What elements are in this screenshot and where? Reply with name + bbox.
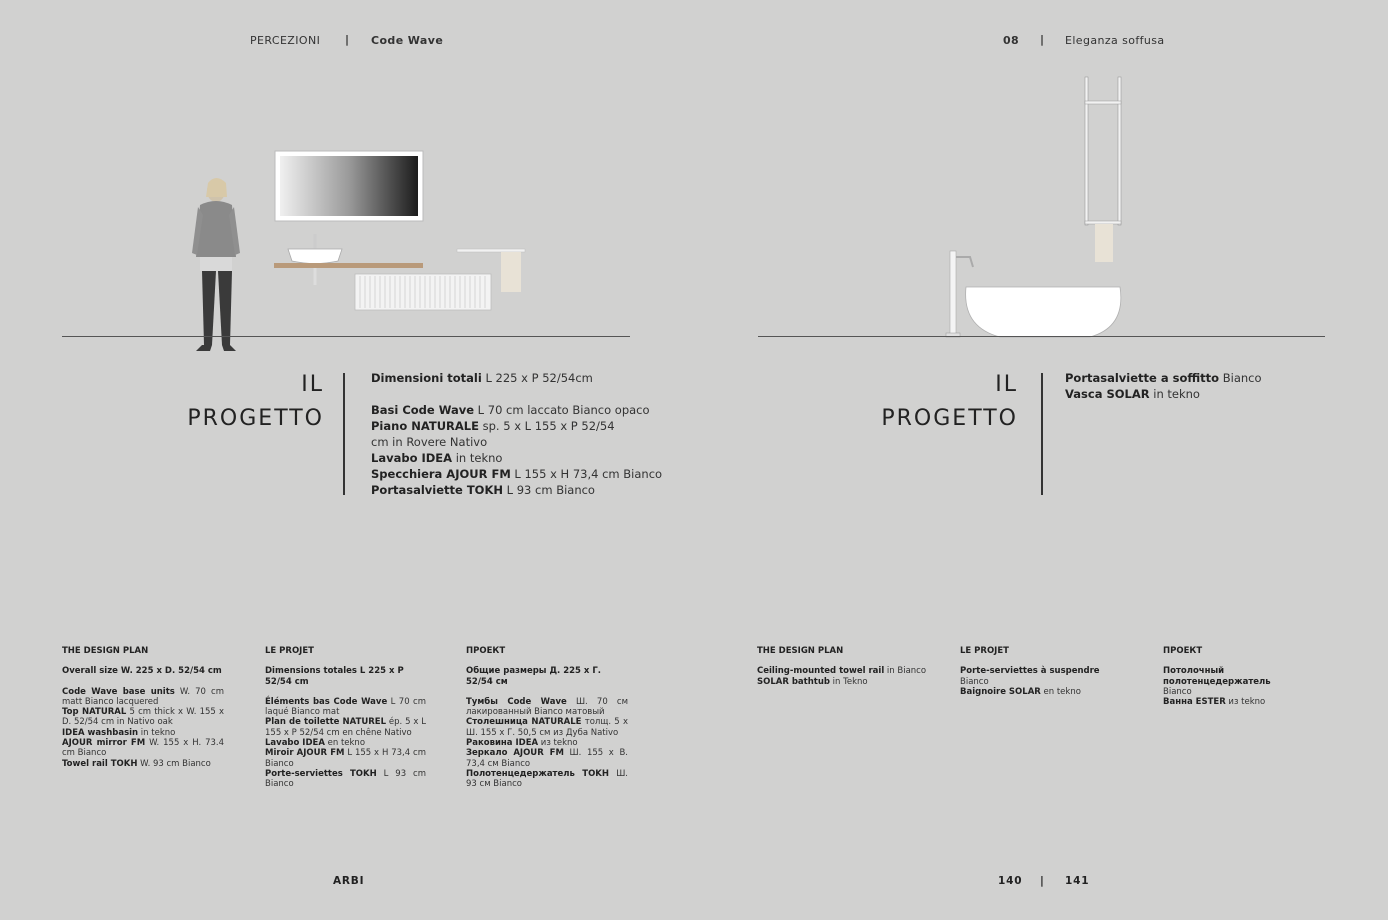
col-item: Lavabo IDEA en tekno [265,738,366,749]
translation-col-fr-right [960,646,1130,697]
footer-page-left: 140 [998,875,1023,887]
col-item: Полотенцедержатель TOKH Ш. 93 см Bianco [466,768,628,790]
title-line-2: PROGETTO [881,406,1018,431]
ceiling-towel-rail-drawing [1085,77,1121,262]
col-item: Baignoire SOLAR en tekno [960,686,1081,697]
col-item: Тумбы Code Wave Ш. 70 см лакированный Bianco матовый [466,696,628,718]
col-item: Раковина IDEA из tekno [466,738,578,749]
col-item-suffix: Bianco [1163,686,1192,697]
spec-item: Basi Code Wave L 70 cm laccato Bianco opaco [371,403,650,417]
header-right-separator: | [1040,33,1045,46]
spec-item: Specchiera AJOUR FM L 155 x H 73,4 cm Bianco [371,467,663,481]
col-heading: THE DESIGN PLAN [62,646,149,656]
footer-brand: ARBI [333,875,365,887]
translation-col-en-right [757,646,927,687]
footer-page-right: 141 [1065,875,1090,887]
header-collection-title: Code Wave [371,34,444,47]
spec-overall-size: Dimensioni totali L 225 x P 52/54cm [371,371,593,385]
spec-item: Portasalviette TOKH L 93 cm Bianco [371,483,595,497]
col-heading: THE DESIGN PLAN [757,646,844,656]
washbasin-drawing [288,249,342,264]
col-item: Towel rail TOKH W. 93 cm Bianco [62,758,211,769]
translation-col-ru-left [466,646,628,790]
col-item: SOLAR bathtub in Tekno [757,676,868,687]
col-item: Ванна ESTER из tekno [1163,697,1266,708]
floor-line-right [758,336,1325,337]
col-item: Столешница NATURALE толщ. 5 x Ш. 155 x Г. 50,5 см из Дуба Nativo [466,717,628,738]
col-item: IDEA washbasin in tekno [62,727,176,738]
bathroom-vanity-illustration [170,145,540,360]
col-overall-size: Dimensions totales L 225 x P 52/54 cm [265,666,404,687]
spec-item: Vasca SOLAR in tekno [1065,387,1200,401]
col-item: Miroir AJOUR FM L 155 x H 73,4 cm Bianco [265,748,426,769]
title-line-1: IL [995,372,1018,397]
translation-col-fr-left [265,646,426,790]
col-item: Plan de toilette NATUREL ép. 5 x L 155 x P 52/54 cm en chêne Nativo [265,717,427,738]
countertop-drawing [274,263,423,268]
col-item: Porte-serviettes à suspendre Bianco [960,666,1100,687]
bathtub-drawing [966,287,1121,337]
spec-item: Portasalviette a soffitto Bianco [1065,371,1262,385]
col-item: Code Wave base units W. 70 cm matt Bianco lacquered [62,686,224,707]
spec-item: Piano NATURALE sp. 5 x L 155 x P 52/54 cm in Rovere Nativo [371,419,615,449]
col-item: Потолочный полотенцедержатель [1163,666,1271,687]
title-divider-left [343,373,345,495]
col-overall-size: Общие размеры Д. 225 x Г. 52/54 см [466,666,601,687]
right-page-title [855,368,1018,436]
left-page-title [160,368,324,436]
spec-item: Lavabo IDEA in tekno [371,451,503,465]
col-heading: LE PROJET [960,646,1009,656]
right-spec-list [1065,370,1325,402]
title-line-2: PROGETTO [187,406,324,431]
translation-col-en-left [62,646,224,769]
col-item: Éléments bas Code Wave L 70 cm laqué Bianco mat [265,696,426,718]
person-silhouette [192,178,240,351]
col-heading: ПРОЕКТ [466,646,506,656]
col-item: Top NATURAL 5 cm thick x W. 155 x D. 52/54 cm in Nativo oak [62,707,225,728]
col-heading: ПРОЕКТ [1163,646,1203,656]
floor-line-left [62,336,630,337]
translation-col-ru-right [1163,646,1325,707]
col-overall-size: Overall size W. 225 x D. 52/54 cm [62,666,222,677]
bathtub-illustration [930,75,1140,340]
col-item: AJOUR mirror FM W. 155 x H. 73.4 cm Bianco [62,738,224,759]
col-item: Зеркало AJOUR FM Ш. 155 x В. 73,4 см Bianco [466,748,628,769]
title-divider-right [1041,373,1043,495]
mirror-drawing [275,151,423,221]
header-left-separator: | [345,33,350,46]
header-chapter-title: Eleganza soffusa [1065,34,1165,47]
base-unit-drawing [355,274,491,310]
left-spec-list [371,370,663,498]
header-page-number: 08 [1003,34,1020,47]
title-line-1: IL [301,372,324,397]
col-heading: LE PROJET [265,646,314,656]
header-section-label: PERCEZIONI [250,34,321,47]
col-item: Ceiling-mounted towel rail in Bianco [757,666,927,677]
col-item: Porte-serviettes TOKH L 93 cm Bianco [265,768,426,790]
footer-separator: | [1040,875,1045,887]
